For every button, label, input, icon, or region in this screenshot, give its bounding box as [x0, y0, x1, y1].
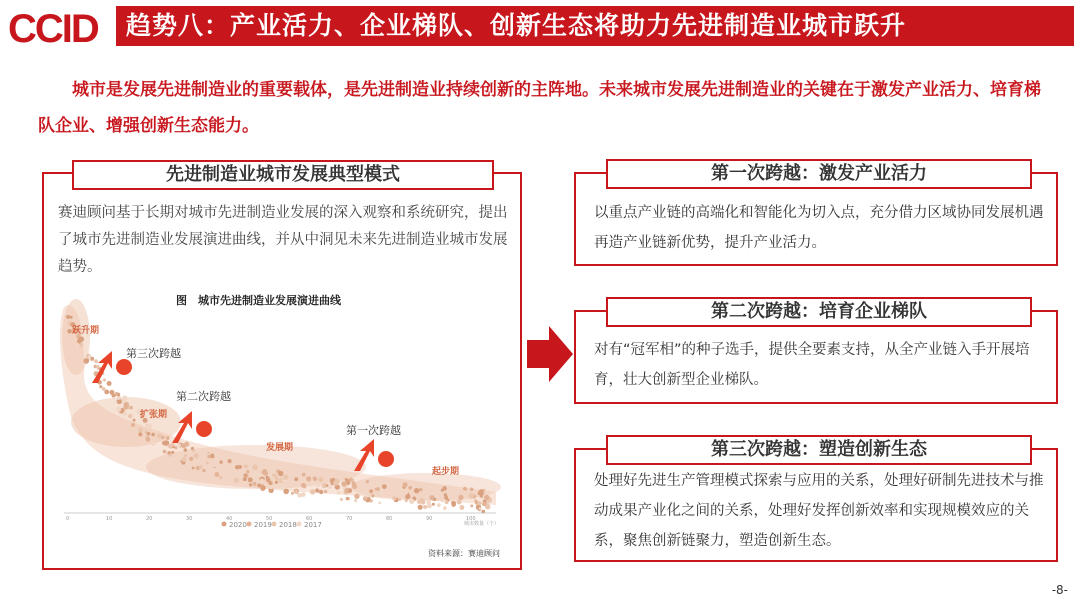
scatter-dot — [107, 381, 112, 386]
scatter-dot — [301, 492, 306, 497]
scatter-dot — [400, 488, 405, 493]
scatter-dot — [231, 464, 235, 468]
scatter-dot — [366, 480, 369, 483]
scatter-dot — [210, 454, 215, 459]
scatter-dot — [131, 423, 135, 427]
page-number: -8- — [1051, 583, 1068, 597]
scatter-dot — [441, 499, 444, 502]
scatter-dot — [428, 486, 431, 489]
scatter-dot — [371, 482, 374, 485]
scatter-dot — [244, 464, 248, 468]
scatter-dot — [147, 432, 151, 436]
scatter-dot — [418, 505, 423, 510]
scatter-dot — [346, 497, 349, 500]
scatter-dot — [171, 451, 174, 454]
scatter-dot — [171, 443, 175, 447]
scatter-dot — [291, 480, 294, 483]
scatter-dot — [324, 490, 327, 493]
scatter-dot — [319, 490, 323, 494]
scatter-dot — [291, 492, 294, 495]
scatter-dot — [443, 506, 447, 510]
scatter-dot — [363, 497, 366, 500]
scatter-dot — [451, 501, 456, 506]
legend — [222, 521, 322, 529]
scatter-dot — [207, 451, 210, 454]
scatter-dot — [102, 387, 106, 391]
scatter-dot — [122, 398, 127, 403]
scatter-dot — [328, 485, 332, 489]
scatter-dot — [316, 484, 319, 487]
scatter-dot — [313, 477, 317, 481]
scatter-dot — [479, 507, 482, 510]
scatter-dot — [376, 482, 381, 487]
x-tick-label: 50 — [266, 516, 273, 522]
scatter-dot — [318, 477, 322, 481]
scatter-dot — [341, 481, 347, 487]
scatter-dot — [253, 472, 257, 476]
stage-label-start: 起步期 — [432, 467, 460, 477]
scatter-dot — [66, 315, 70, 319]
x-tick-label: 20 — [146, 516, 153, 522]
scatter-dot — [248, 477, 253, 482]
scatter-dot — [138, 427, 143, 432]
scatter-dot — [151, 442, 155, 446]
scatter-dot — [109, 390, 114, 395]
evolution-curve-figure — [56, 287, 506, 563]
scatter-dot — [299, 479, 302, 482]
scatter-dot — [235, 465, 239, 469]
scatter-dot — [369, 489, 373, 493]
scatter-dot — [255, 477, 258, 480]
scatter-dot — [294, 490, 298, 494]
scatter-dot — [261, 486, 266, 491]
scatter-dot — [238, 472, 242, 476]
figure-caption: 图 城市先进制造业发展演进曲线 — [176, 294, 341, 307]
scatter-dot — [257, 484, 261, 488]
scatter-dot — [437, 503, 441, 507]
right-arrow-icon — [527, 326, 573, 382]
scatter-dot — [470, 504, 473, 507]
leap-label-1: 第一次跨越 — [346, 424, 401, 437]
scatter-dot — [469, 494, 474, 499]
scatter-dot — [228, 459, 232, 463]
scatter-dot — [72, 318, 76, 322]
leap-label-2: 第二次跨越 — [176, 390, 231, 403]
scatter-dot — [147, 423, 152, 428]
scatter-dot — [184, 454, 187, 457]
scatter-dot — [333, 481, 338, 486]
scatter-dot — [460, 505, 465, 510]
scatter-dot — [366, 492, 369, 495]
legend-2017: 2017 — [304, 521, 322, 529]
scatter-dot — [261, 471, 264, 474]
stage-label-leap: 跃升期 — [72, 326, 100, 336]
scatter-dot — [219, 476, 223, 480]
intro-text: 城市是发展先进制造业的重要载体，是先进制造业持续创新的主阵地。未来城市发展先进制造业的关键在于激发产业活力、培育梯队企业、增强创新生态能力。 — [38, 80, 1041, 136]
scatter-dot — [253, 482, 257, 486]
x-tick-label: 10 — [106, 516, 113, 522]
scatter-dot — [104, 390, 109, 395]
scatter-dot — [123, 412, 127, 416]
scatter-dot — [207, 455, 210, 458]
x-tick-label: 90 — [426, 516, 433, 522]
scatter-dot — [405, 499, 408, 502]
page-title: 趋势八：产业活力、企业梯队、创新生态将助力先进制造业城市跃升 — [116, 6, 1074, 46]
scatter-dot — [484, 495, 489, 500]
scatter-dot — [352, 484, 357, 489]
scatter-dot — [430, 495, 435, 500]
scatter-dot — [117, 396, 121, 400]
scatter-dot — [116, 407, 121, 412]
ccid-logo — [6, 4, 114, 52]
scatter-dot — [216, 462, 219, 465]
scatter-dot — [348, 488, 353, 493]
scatter-dot — [470, 488, 474, 492]
leap-3-title: 第三次跨越：塑造创新生态 — [606, 435, 1032, 465]
scatter-dot — [302, 473, 306, 477]
left-panel-text: 赛迪顾问基于长期对城市先进制造业发展的深入观察和系统研究，提出了城市先进制造业发展演进曲线，并从中洞见未来先进制造业城市发展趋势。 — [58, 205, 508, 275]
scatter-dot — [126, 402, 129, 405]
scatter-dot — [458, 495, 463, 500]
scatter-dot — [272, 470, 276, 474]
scatter-dot — [189, 457, 193, 461]
scatter-dot — [371, 494, 375, 498]
scatter-dot — [181, 443, 186, 448]
scatter-dot — [91, 357, 94, 360]
leap-1-text: 以重点产业链的高端化和智能化为切入点，充分借力区域协同发展机遇再造产业链新优势，提升产业活力。 — [594, 205, 1044, 251]
scatter-dot — [115, 392, 118, 395]
scatter-dot — [206, 462, 209, 465]
scatter-dot — [246, 470, 249, 473]
scatter-dot — [123, 405, 128, 410]
scatter-dot — [376, 487, 380, 491]
scatter-dot — [441, 489, 444, 492]
scatter-dot — [278, 471, 283, 476]
scatter-dot — [269, 485, 273, 489]
scatter-dot — [84, 358, 90, 364]
scatter-dot — [354, 494, 359, 499]
scatter-dot — [269, 481, 273, 485]
left-panel-title: 先进制造业城市发展典型模式 — [72, 160, 494, 190]
scatter-dot — [463, 487, 467, 491]
scatter-dot — [477, 501, 481, 505]
scatter-dot — [226, 477, 231, 482]
scatter-dot — [234, 478, 239, 483]
scatter-dot — [275, 477, 279, 481]
scatter-dot — [403, 482, 408, 487]
scatter-dot — [151, 433, 155, 437]
scatter-dot — [182, 457, 187, 462]
curve-svg — [56, 287, 506, 563]
x-tick-label: 40 — [226, 516, 233, 522]
legend-2019: 2019 — [254, 521, 272, 529]
scatter-dot — [166, 436, 170, 440]
scatter-dot — [444, 496, 448, 500]
scatter-dot — [103, 378, 106, 381]
scatter-dot — [306, 476, 311, 481]
leap-arrow-1-icon — [354, 439, 394, 471]
scatter-dot — [202, 469, 205, 472]
scatter-dot — [249, 465, 252, 468]
scatter-dot — [378, 502, 381, 505]
scatter-dot — [310, 489, 315, 494]
scatter-dot — [337, 491, 340, 494]
scatter-dot — [163, 450, 167, 454]
scatter-dot — [427, 503, 432, 508]
leap-2-title: 第二次跨越：培育企业梯队 — [606, 297, 1032, 327]
leap-2-text: 对有“冠军相”的种子选手，提供全要素支持，从全产业链入手开展培育，壮大创新型企业梯队。 — [594, 342, 1030, 388]
x-tick-label: 100 — [466, 516, 476, 522]
scatter-dot — [301, 483, 306, 488]
x-axis-unit: 城市数量（个） — [464, 521, 500, 527]
leap-label-3: 第三次跨越 — [126, 347, 181, 360]
scatter-dot — [435, 494, 439, 498]
scatter-dot — [340, 498, 343, 501]
scatter-dot — [283, 475, 288, 480]
scatter-dot — [252, 465, 258, 471]
scatter-dot — [432, 503, 435, 506]
scatter-dot — [129, 406, 133, 410]
scatter-dot — [420, 499, 425, 504]
x-tick-label: 70 — [346, 516, 353, 522]
scatter-dot — [259, 479, 264, 484]
scatter-dot — [288, 475, 291, 478]
x-tick-label: 60 — [306, 516, 313, 522]
svg-text:CCID: CCID — [8, 7, 98, 51]
scatter-dot — [249, 483, 252, 486]
stage-label-develop: 发展期 — [266, 443, 294, 453]
scatter-dot — [193, 453, 198, 458]
scatter-dot — [199, 465, 203, 469]
scatter-dot — [345, 478, 348, 481]
scatter-dot — [213, 468, 217, 472]
scatter-dot — [409, 499, 414, 504]
scatter-dot — [354, 499, 357, 502]
scatter-dot — [445, 500, 449, 504]
scatter-dot — [217, 465, 221, 469]
scatter-dot — [419, 488, 423, 492]
scatter-dot — [315, 488, 319, 492]
scatter-dot — [280, 485, 284, 489]
scatter-dot — [79, 337, 84, 342]
scatter-dot — [169, 453, 172, 456]
legend-2020: 2020 — [229, 521, 247, 529]
scatter-dot — [349, 478, 353, 482]
x-tick-label: 0 — [66, 516, 70, 522]
scatter-dot — [392, 496, 396, 500]
scatter-dot — [94, 365, 97, 368]
x-tick-label: 80 — [386, 516, 393, 522]
scatter-dot — [164, 440, 170, 446]
leap-3-text: 处理好先进生产管理模式探索与应用的关系，处理好研制先进技术与推动成果产业化之间的关系，处理好发挥创新效率和实现规模效应的关系，聚焦创新链聚力，塑造创新生态。 — [594, 473, 1044, 549]
scatter-dot — [451, 490, 456, 495]
scatter-dot — [94, 359, 98, 363]
scatter-dot — [161, 436, 164, 439]
scatter-dot — [214, 472, 219, 477]
scatter-dot — [184, 448, 188, 452]
scatter-dot — [294, 477, 298, 481]
scatter-dot — [76, 344, 80, 348]
scatter-dot — [128, 414, 132, 418]
scatter-dot — [177, 443, 181, 447]
scatter-dot — [405, 494, 410, 499]
x-tick-label: 30 — [186, 516, 193, 522]
scatter-dot — [382, 484, 387, 489]
scatter-dot — [192, 467, 195, 470]
scatter-dot — [283, 489, 289, 495]
scatter-dot — [478, 491, 482, 495]
scatter-dot — [414, 488, 419, 493]
scatter-dot — [133, 419, 136, 422]
leap-1-title: 第一次跨越：激发产业活力 — [606, 159, 1032, 189]
scatter-dot — [423, 505, 427, 509]
scatter-dot — [257, 473, 262, 478]
stage-label-expand: 扩张期 — [140, 410, 168, 420]
scatter-dot — [146, 437, 151, 442]
scatter-dot — [244, 474, 247, 477]
scatter-dot — [138, 432, 142, 436]
figure-source: 资料来源：赛迪顾问 — [428, 549, 500, 558]
scatter-dot — [157, 434, 162, 439]
scatter-dot — [408, 486, 412, 490]
scatter-dot — [192, 449, 195, 452]
legend-2018: 2018 — [279, 521, 297, 529]
scatter-dot — [409, 491, 412, 494]
scatter-dot — [330, 479, 333, 482]
scatter-dot — [457, 500, 462, 505]
scatter-dot — [70, 316, 73, 319]
scatter-dot — [214, 454, 218, 458]
scatter-dot — [378, 491, 383, 496]
scatter-dot — [275, 481, 278, 484]
scatter-dot — [99, 385, 102, 388]
scatter-dot — [243, 477, 247, 481]
scatter-dot — [482, 502, 486, 506]
scatter-dot — [219, 460, 222, 463]
